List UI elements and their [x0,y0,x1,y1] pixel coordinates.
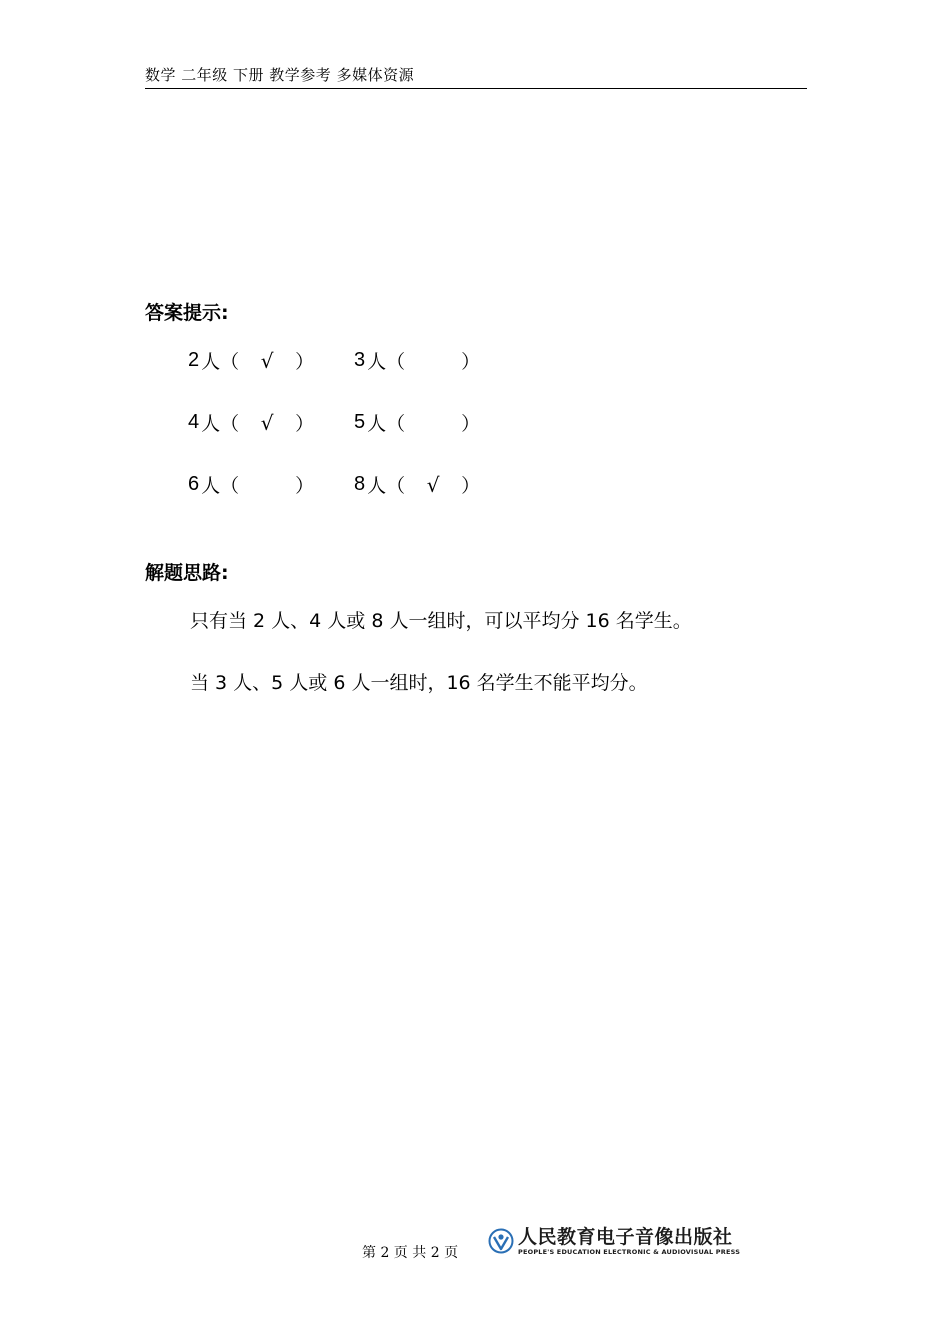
option-open-paren: （ [386,475,406,497]
option-3 [354,347,480,374]
option-close-paren: ） [461,413,481,435]
publisher-name-cn: 人民教育电子音像出版社 [518,1226,733,1248]
option-open-paren: （ [220,475,240,497]
option-number: 6 [188,473,200,495]
answer-title: 答案提示: [145,302,229,324]
option-8 [354,471,480,498]
idea-line-1: 只有当 2 人、4 人或 8 人一组时，可以平均分 16 名学生。 [190,610,692,632]
idea-title: 解题思路: [145,562,229,584]
option-open-paren: （ [220,351,240,373]
option-close-paren: ） [295,351,315,373]
option-unit: 人 [367,413,387,435]
option-open-paren: （ [386,413,406,435]
option-number: 4 [188,411,200,433]
page-number: 第 2 页 共 2 页 [362,1245,459,1261]
option-4 [188,409,314,436]
option-close-paren: ） [295,413,315,435]
publisher-emblem-icon [488,1228,514,1254]
option-number: 8 [354,473,366,495]
option-open-paren: （ [386,351,406,373]
check-mark: √ [260,348,274,373]
idea-line-2: 当 3 人、5 人或 6 人一组时，16 名学生不能平均分。 [190,672,648,694]
check-mark: √ [260,410,274,435]
option-close-paren: ） [461,351,481,373]
option-unit: 人 [201,475,221,497]
option-number: 3 [354,349,366,371]
option-unit: 人 [201,413,221,435]
option-number: 2 [188,349,200,371]
check-mark: √ [426,472,440,497]
option-unit: 人 [367,475,387,497]
option-2 [188,347,314,374]
option-unit: 人 [367,351,387,373]
option-close-paren: ） [461,475,481,497]
option-6 [188,471,314,498]
option-open-paren: （ [220,413,240,435]
option-close-paren: ） [295,475,315,497]
option-5 [354,409,480,436]
option-unit: 人 [201,351,221,373]
option-number: 5 [354,411,366,433]
publisher-logo [488,1226,740,1256]
header-text: 数学 二年级 下册 教学参考 多媒体资源 [145,66,415,84]
publisher-name-en: PEOPLE'S EDUCATION ELECTRONIC & AUDIOVISUAL PRESS [518,1248,741,1256]
page-header [145,64,807,89]
